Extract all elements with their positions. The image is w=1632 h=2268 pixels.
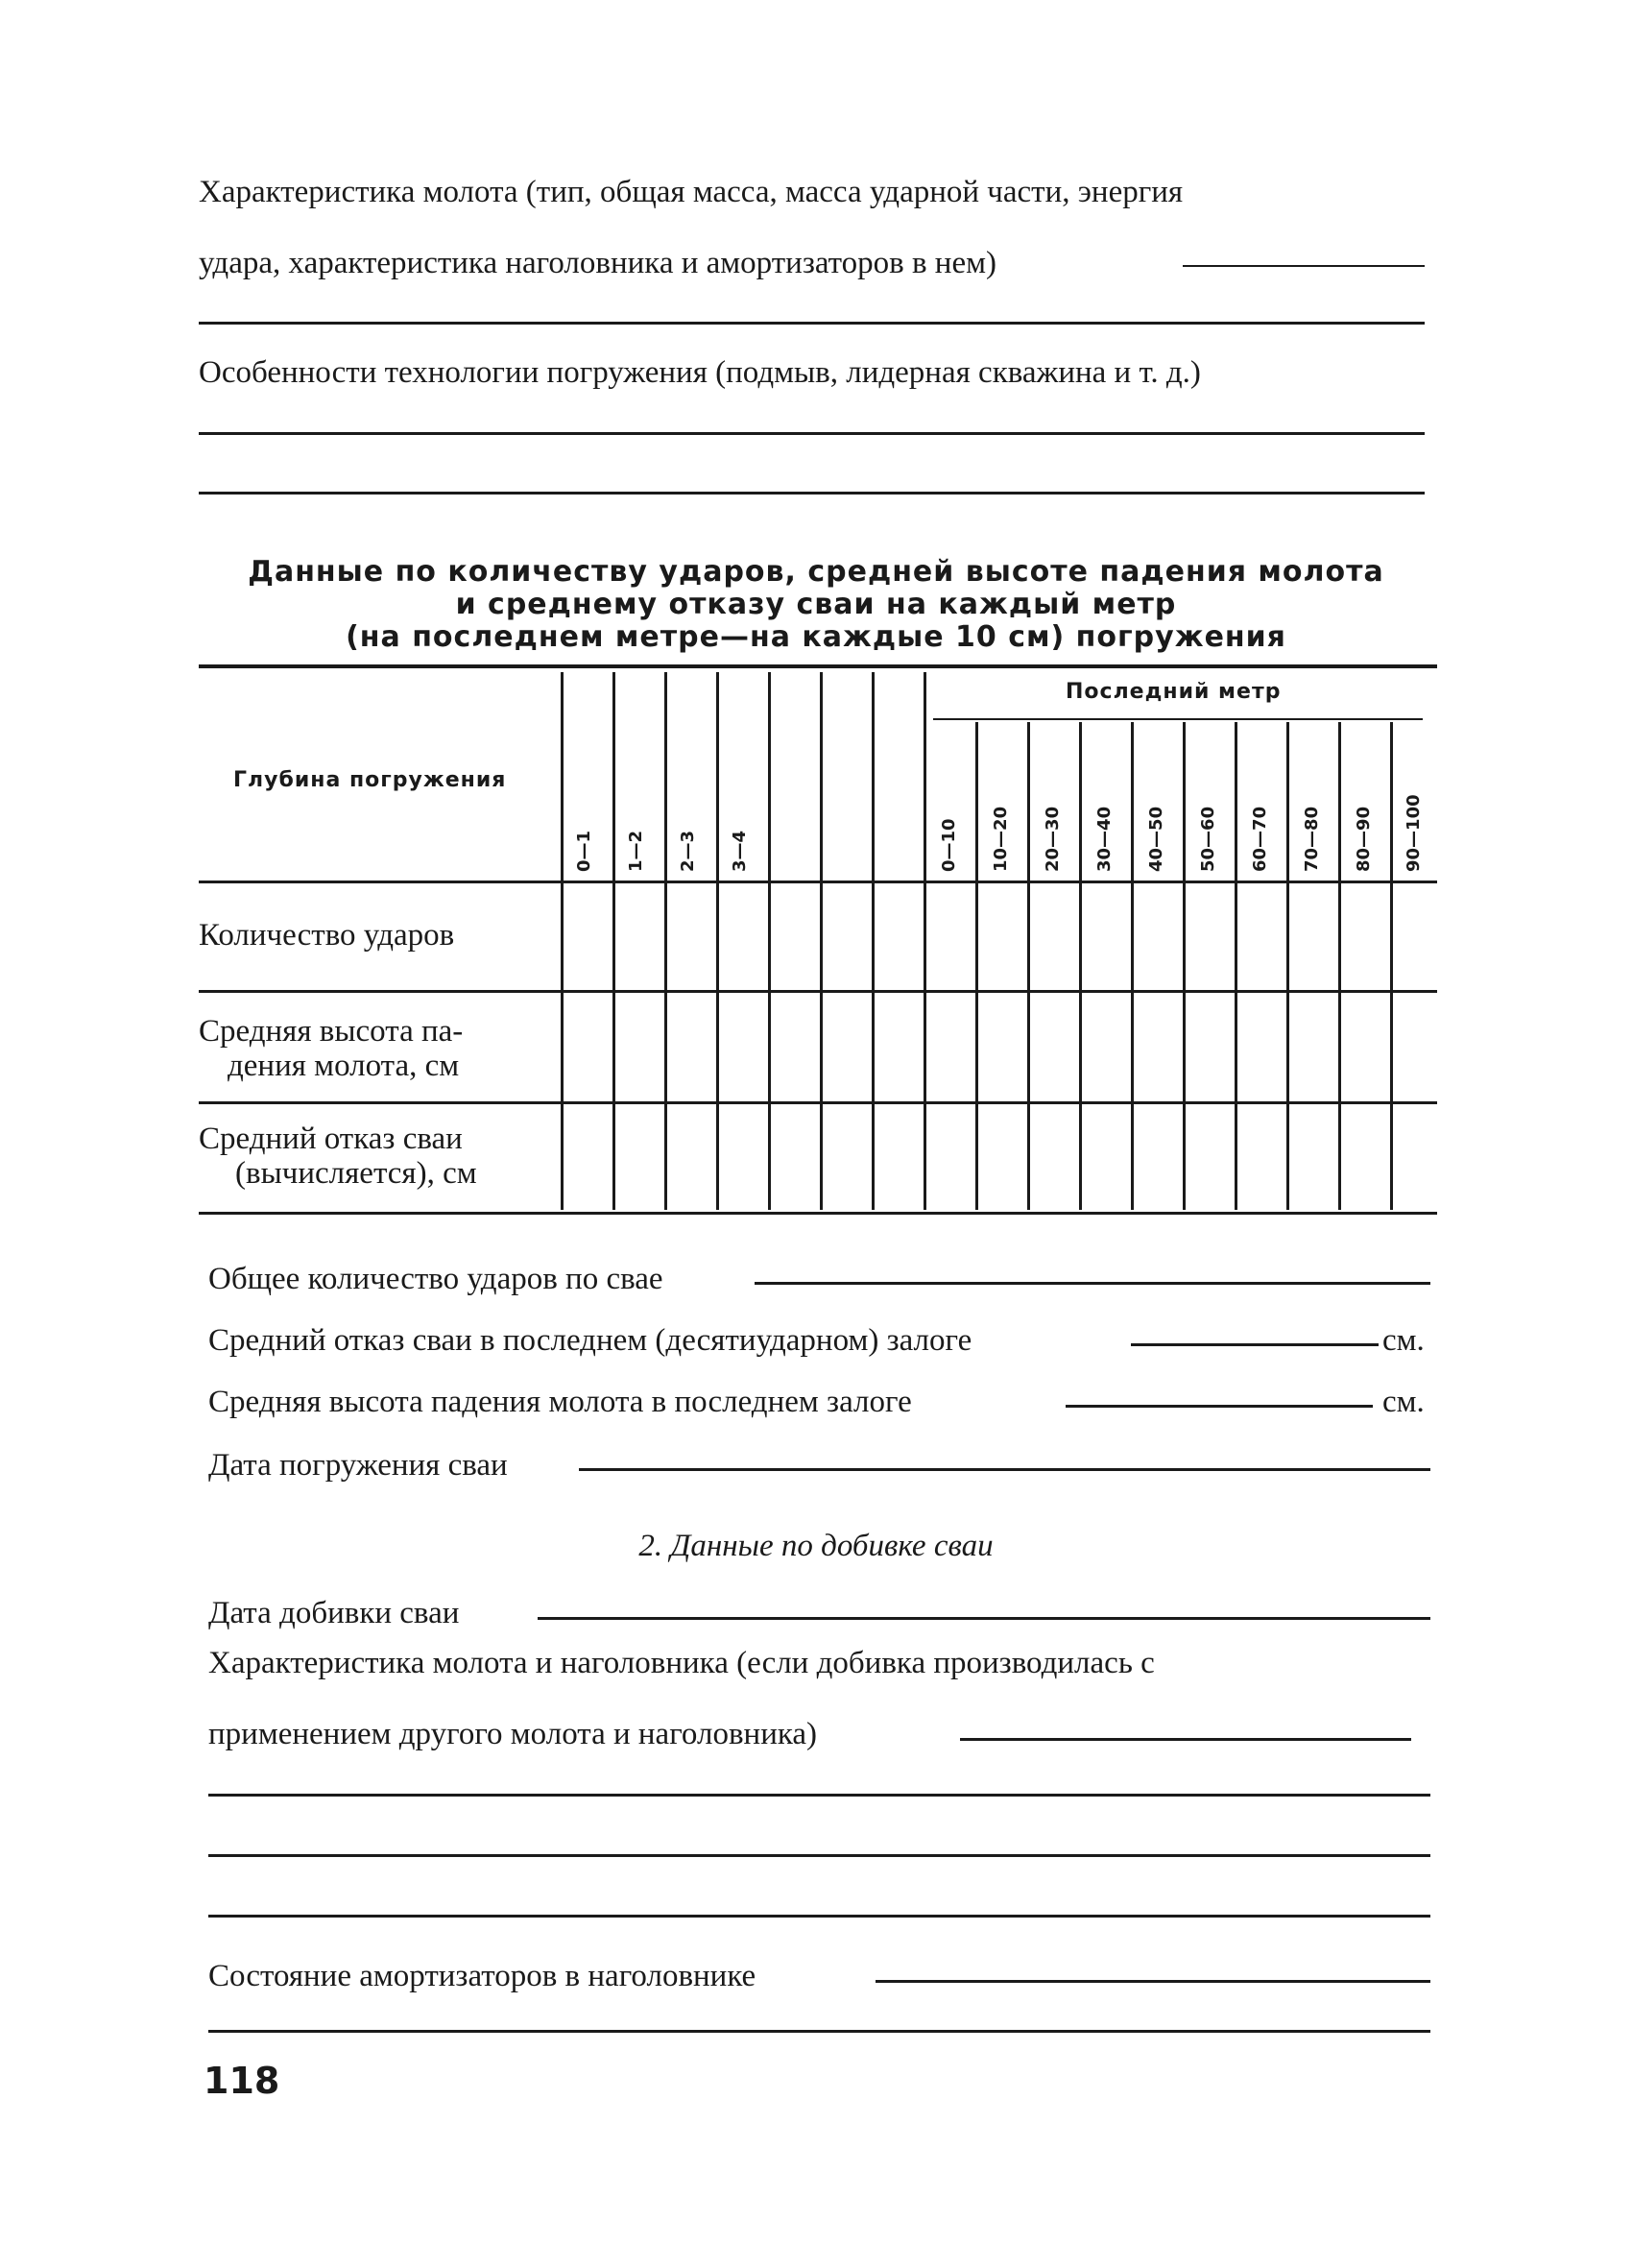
table-title-line1: Данные по количеству ударов, средней высоте падения молота (248, 555, 1384, 589)
lm-col-0-10: 0—10 (939, 818, 959, 872)
last-meter-column-line (1183, 722, 1186, 1210)
redrive-fill-line-2[interactable] (208, 1794, 1430, 1797)
row-label-height-1: Средняя высота па- (199, 1014, 464, 1049)
lm-col-70-80: 70—80 (1302, 806, 1322, 872)
lm-col-50-60: 50—60 (1198, 806, 1218, 872)
row-label-refusal-2: (вычисляется), см (235, 1156, 477, 1191)
hammer-characteristics-line1: Характеристика молота (тип, общая масса, масса ударной части, энергия (199, 175, 1184, 209)
col-0-1: 0—1 (574, 830, 594, 872)
table-column-line (664, 672, 667, 1210)
col-1-2: 1—2 (626, 830, 646, 872)
hammer-fill-line[interactable] (1183, 265, 1425, 267)
table-bottom-border (199, 1212, 1437, 1215)
lm-col-60-70: 60—70 (1250, 806, 1270, 872)
lm-col-10-20: 10—20 (991, 806, 1011, 872)
technology-fill-line-1[interactable] (199, 432, 1425, 435)
row-label-blows: Количество ударов (199, 918, 455, 953)
drive-date-fill-line[interactable] (579, 1468, 1430, 1471)
avg-refusal-unit: см. (1382, 1323, 1425, 1358)
lm-col-20-30: 20—30 (1043, 806, 1063, 872)
avg-height-fill-line[interactable] (1066, 1405, 1373, 1408)
last-meter-column-line (1390, 722, 1393, 1210)
table-column-line (716, 672, 719, 1210)
section2-title: 2. Данные по добивке сваи (638, 1529, 994, 1563)
table-column-line (768, 672, 771, 1210)
page-number: 118 (204, 2060, 280, 2102)
technology-label: Особенности технологии погружения (подмыв, лидерная скважина и т. д.) (199, 355, 1201, 390)
table-column-line (872, 672, 875, 1210)
lm-col-40-50: 40—50 (1146, 806, 1166, 872)
row-divider-1 (199, 990, 1437, 993)
avg-height-unit: см. (1382, 1385, 1425, 1419)
total-blows-label: Общее количество ударов по свае (208, 1262, 663, 1296)
last-meter-column-line (975, 722, 978, 1210)
redrive-hammer-fill-line[interactable] (960, 1738, 1411, 1741)
redrive-date-fill-line[interactable] (538, 1617, 1430, 1620)
table-column-line (820, 672, 823, 1210)
table-column-line (561, 672, 564, 1210)
last-meter-column-line (1027, 722, 1030, 1210)
row-label-refusal-1: Средний отказ сваи (199, 1122, 463, 1156)
hammer-fill-line-2[interactable] (199, 322, 1425, 325)
last-meter-column-line (1286, 722, 1289, 1210)
header-bottom-border (199, 881, 1437, 883)
table-title-line3: (на последнем метре—на каждые 10 см) погружения (346, 620, 1286, 654)
row-divider-2 (199, 1101, 1437, 1104)
last-meter-column-line (1235, 722, 1237, 1210)
shock-absorbers-fill-line-2[interactable] (208, 2030, 1430, 2033)
redrive-fill-line-3[interactable] (208, 1854, 1430, 1857)
shock-absorbers-label: Состояние амортизаторов в наголовнике (208, 1959, 756, 1993)
depth-header: Глубина погружения (233, 768, 507, 792)
total-blows-fill-line[interactable] (755, 1282, 1430, 1285)
avg-refusal-label: Средний отказ сваи в последнем (десятиударном) залоге (208, 1323, 972, 1358)
drive-date-label: Дата погружения сваи (208, 1448, 508, 1483)
last-meter-header: Последний метр (1066, 680, 1282, 704)
avg-refusal-fill-line[interactable] (1131, 1343, 1379, 1346)
col-3-4: 3—4 (730, 830, 750, 872)
col-2-3: 2—3 (678, 830, 698, 872)
last-meter-column-line (1079, 722, 1082, 1210)
shock-absorbers-fill-line[interactable] (876, 1980, 1430, 1983)
row-label-height-2: дения молота, см (228, 1049, 460, 1083)
last-meter-column-line (1131, 722, 1134, 1210)
avg-height-label: Средняя высота падения молота в последнем залоге (208, 1385, 912, 1419)
redrive-fill-line-4[interactable] (208, 1915, 1430, 1918)
last-meter-divider (933, 718, 1423, 720)
table-title-line2: и среднему отказу сваи на каждый метр (455, 588, 1177, 621)
technology-fill-line-2[interactable] (199, 492, 1425, 495)
last-meter-column-line (1338, 722, 1341, 1210)
table-column-line (612, 672, 615, 1210)
lm-col-90-100: 90—100 (1404, 794, 1424, 872)
redrive-hammer-line1: Характеристика молота и наголовника (если добивка производилась с (208, 1646, 1155, 1680)
table-top-border (199, 664, 1437, 668)
table-column-line (924, 672, 926, 1210)
redrive-hammer-line2: применением другого молота и наголовника) (208, 1717, 818, 1751)
lm-col-30-40: 30—40 (1094, 806, 1115, 872)
lm-col-80-90: 80—90 (1354, 806, 1374, 872)
hammer-characteristics-line2: удара, характеристика наголовника и амортизаторов в нем) (199, 246, 996, 280)
redrive-date-label: Дата добивки сваи (208, 1596, 460, 1630)
